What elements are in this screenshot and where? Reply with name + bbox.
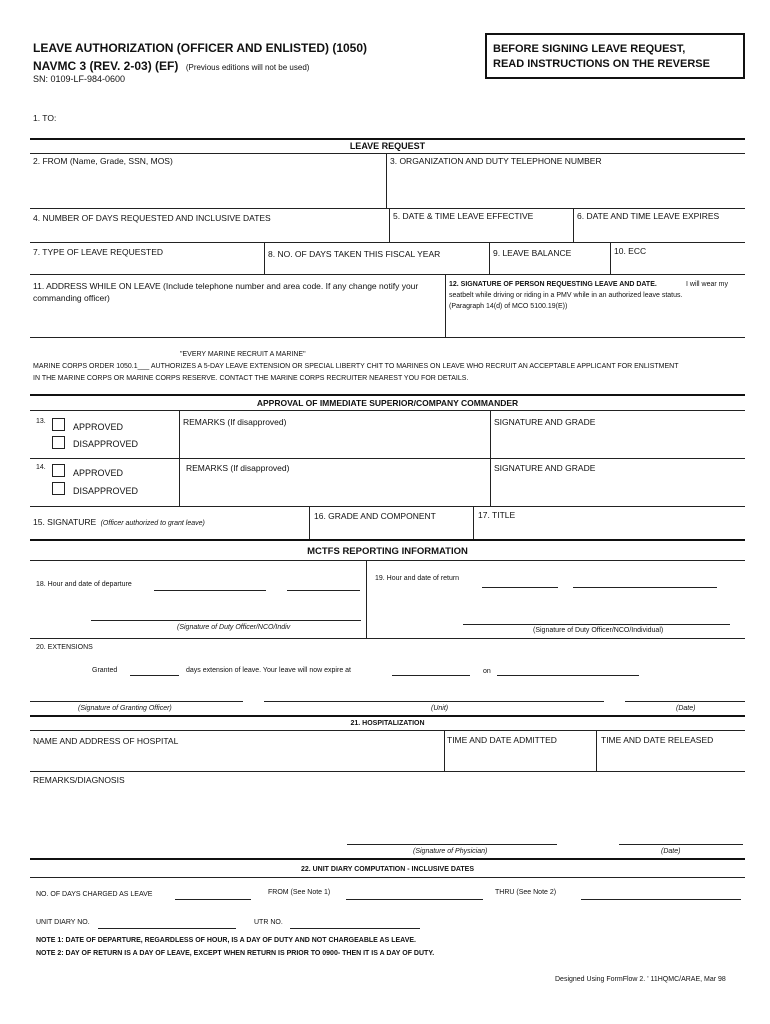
organization-field[interactable] <box>388 170 743 206</box>
granting-officer-signature-line[interactable] <box>30 701 243 702</box>
leave-type-field[interactable] <box>31 259 262 272</box>
granting-officer-caption: (Signature of Granting Officer) <box>78 705 172 712</box>
thru-date-field[interactable] <box>581 899 741 900</box>
approved-label-14: APPROVED <box>73 468 124 478</box>
extension-days-field[interactable] <box>130 675 179 676</box>
days-taken-field[interactable] <box>266 261 487 272</box>
footer-formflow: Designed Using FormFlow 2. ' 11HQMC/ARAE, Mar 98 <box>555 976 726 983</box>
remarks-label-14: REMARKS (If disapproved) <box>186 463 290 473</box>
physician-signature-line[interactable] <box>347 844 557 845</box>
unit-diary-title: 22. UNIT DIARY COMPUTATION - INCLUSIVE DATES <box>300 866 475 873</box>
notice-line-1: BEFORE SIGNING LEAVE REQUEST, <box>493 43 686 55</box>
instructions-notice-box <box>485 33 745 79</box>
previous-editions-note: (Previous editions will not be used) <box>185 63 310 72</box>
approved-checkbox-13[interactable] <box>52 418 65 431</box>
seatbelt-pledge: I will wear my <box>686 281 729 288</box>
return-field-2[interactable] <box>573 587 717 588</box>
approval-title: APPROVAL OF IMMEDIATE SUPERIOR/COMPANY COMMANDER <box>256 398 519 408</box>
signature-requester-label: 12. SIGNATURE OF PERSON REQUESTING LEAVE AND DATE. <box>449 281 657 288</box>
seatbelt-pledge-cont: seatbelt while driving or riding in a PMV while in an authorized leave status. <box>449 292 683 299</box>
expire-time-field[interactable] <box>392 675 470 676</box>
hospitalization-title: 21. HOSPITALIZATION <box>350 720 425 727</box>
granted-label: Granted <box>92 667 118 674</box>
utr-no-label: UTR NO. <box>254 919 283 926</box>
ecc-label: 10. ECC <box>614 246 647 256</box>
to-field[interactable] <box>80 108 730 126</box>
organization-label: 3. ORGANIZATION AND DUTY TELEPHONE NUMBER <box>390 156 602 166</box>
recruit-notice-line-1: MARINE CORPS ORDER 1050.1___ AUTHORIZES A 5-DAY LEAVE EXTENSION OR SPECIAL LIBERTY CHIT TO MARINES ON LEAVE WHO RECRUIT AN ACCEPTABLE APPLICANT FOR ENLISTMENT <box>33 363 679 370</box>
form-title: LEAVE AUTHORIZATION (OFFICER AND ENLISTED) (1050) <box>33 41 368 55</box>
from-field[interactable] <box>31 170 383 206</box>
departure-signature-caption: (Signature of Duty Officer/NCO/Indiv <box>177 624 291 631</box>
form-number: NAVMC 3 (REV. 2-03) (EF) <box>33 59 179 73</box>
item-14-number: 14. <box>36 464 46 471</box>
sig-grade-field-13[interactable] <box>492 430 743 456</box>
item-13-number: 13. <box>36 418 46 425</box>
signature-15-sub: (Officer authorized to grant leave) <box>100 520 205 527</box>
form-number-line <box>33 57 309 75</box>
extensions-label: 20. EXTENSIONS <box>36 644 93 651</box>
extension-date-line[interactable] <box>625 701 745 702</box>
leave-request-title: LEAVE REQUEST <box>349 141 426 151</box>
leave-balance-field[interactable] <box>491 260 608 272</box>
time-released-label: TIME AND DATE RELEASED <box>601 735 714 745</box>
days-charged-field[interactable] <box>175 899 251 900</box>
return-label: 19. Hour and date of return <box>375 575 460 582</box>
title-label: 17. TITLE <box>478 510 516 520</box>
unit-line[interactable] <box>264 701 604 702</box>
disapproved-label-14: DISAPPROVED <box>73 486 139 496</box>
from-note-label: FROM (See Note 1) <box>268 889 331 896</box>
requester-signature-field[interactable] <box>447 313 743 335</box>
unit-caption: (Unit) <box>431 705 449 712</box>
departure-field-2[interactable] <box>287 590 360 591</box>
mctfs-title: MCTFS REPORTING INFORMATION <box>307 546 468 557</box>
days-requested-field[interactable] <box>31 225 387 240</box>
leave-expires-field[interactable] <box>575 224 743 240</box>
recruit-slogan: "EVERY MARINE RECRUIT A MARINE" <box>180 351 306 358</box>
days-requested-label: 4. NUMBER OF DAYS REQUESTED AND INCLUSIVE DATES <box>33 213 271 223</box>
extension-date-caption: (Date) <box>676 705 696 712</box>
disapproved-checkbox-13[interactable] <box>52 436 65 449</box>
signature-15-label: 15. SIGNATURE <box>33 517 97 527</box>
remarks-diagnosis-label: REMARKS/DIAGNOSIS <box>33 775 125 785</box>
from-label: 2. FROM (Name, Grade, SSN, MOS) <box>33 156 173 166</box>
approved-label-13: APPROVED <box>73 422 124 432</box>
address-label: 11. ADDRESS WHILE ON LEAVE (Include telephone number and area code. If any change notify your <box>33 281 419 291</box>
expire-date-field[interactable] <box>497 675 639 676</box>
on-label: on <box>483 668 491 675</box>
sig-grade-field-14[interactable] <box>492 476 743 504</box>
days-taken-label: 8. NO. OF DAYS TAKEN THIS FISCAL YEAR <box>268 249 441 259</box>
remarks-field-13[interactable] <box>181 430 488 456</box>
physician-signature-caption: (Signature of Physician) <box>413 848 488 855</box>
physician-date-line[interactable] <box>619 844 743 845</box>
to-label: 1. TO: <box>33 113 57 123</box>
extension-text: days extension of leave. Your leave will now expire at <box>186 667 351 674</box>
return-signature-caption: (Signature of Duty Officer/NCO/Individual) <box>533 627 664 634</box>
serial-number: SN: 0109-LF-984-0600 <box>33 74 126 84</box>
note-2: NOTE 2: DAY OF RETURN IS A DAY OF LEAVE, EXCEPT WHEN RETURN IS PRIOR TO 0900- THEN IT IS A DAY OF DUTY. <box>36 950 435 957</box>
title-field[interactable] <box>475 522 743 537</box>
grade-component-label: 16. GRADE AND COMPONENT <box>314 511 436 521</box>
remarks-diagnosis-field[interactable] <box>31 788 743 840</box>
time-released-field[interactable] <box>598 747 743 769</box>
physician-date-caption: (Date) <box>661 848 681 855</box>
departure-signature-line[interactable] <box>91 620 361 621</box>
sig-grade-label-14: SIGNATURE AND GRADE <box>494 463 596 473</box>
unit-diary-no-field[interactable] <box>98 928 236 929</box>
note-1: NOTE 1: DATE OF DEPARTURE, REGARDLESS OF HOUR, IS A DAY OF DUTY AND NOT CHARGEABLE AS LEAVE. <box>36 937 416 944</box>
approved-checkbox-14[interactable] <box>52 464 65 477</box>
leave-effective-label: 5. DATE & TIME LEAVE EFFECTIVE <box>393 211 534 221</box>
departure-field[interactable] <box>154 590 266 591</box>
departure-label: 18. Hour and date of departure <box>36 581 132 588</box>
leave-type-label: 7. TYPE OF LEAVE REQUESTED <box>33 247 164 257</box>
days-charged-label: NO. OF DAYS CHARGED AS LEAVE <box>36 891 153 898</box>
leave-balance-label: 9. LEAVE BALANCE <box>493 248 572 258</box>
time-admitted-label: TIME AND DATE ADMITTED <box>447 735 557 745</box>
remarks-label-13: REMARKS (If disapproved) <box>183 417 287 427</box>
address-label-cont: commanding officer) <box>33 293 110 303</box>
leave-expires-label: 6. DATE AND TIME LEAVE EXPIRES <box>577 211 720 221</box>
leave-effective-field[interactable] <box>391 224 571 240</box>
hospital-name-label: NAME AND ADDRESS OF HOSPITAL <box>33 736 179 746</box>
disapproved-label-13: DISAPPROVED <box>73 439 139 449</box>
sig-grade-label-13: SIGNATURE AND GRADE <box>494 417 596 427</box>
recruit-notice-line-2: IN THE MARINE CORPS OR MARINE CORPS RESERVE. CONTACT THE MARINE CORPS RECRUITER NEAREST YOU FOR DETAILS. <box>33 375 469 382</box>
thru-note-label: THRU (See Note 2) <box>495 889 557 896</box>
address-field[interactable] <box>31 305 443 335</box>
grade-component-field[interactable] <box>311 523 471 537</box>
ecc-field[interactable] <box>612 258 743 272</box>
signature-15-field[interactable] <box>31 523 307 537</box>
return-signature-line[interactable] <box>463 624 730 625</box>
mco-reference: (Paragraph 14(d) of MCO 5100.19(E)) <box>449 303 568 310</box>
time-admitted-field[interactable] <box>446 747 594 769</box>
unit-diary-no-label: UNIT DIARY NO. <box>36 919 90 926</box>
from-date-field[interactable] <box>346 899 483 900</box>
hospital-name-field[interactable] <box>31 748 442 769</box>
notice-line-2: READ INSTRUCTIONS ON THE REVERSE <box>493 58 710 70</box>
return-field[interactable] <box>482 587 558 588</box>
divider <box>30 138 745 140</box>
remarks-field-14[interactable] <box>181 476 488 504</box>
disapproved-checkbox-14[interactable] <box>52 482 65 495</box>
utr-no-field[interactable] <box>290 928 420 929</box>
